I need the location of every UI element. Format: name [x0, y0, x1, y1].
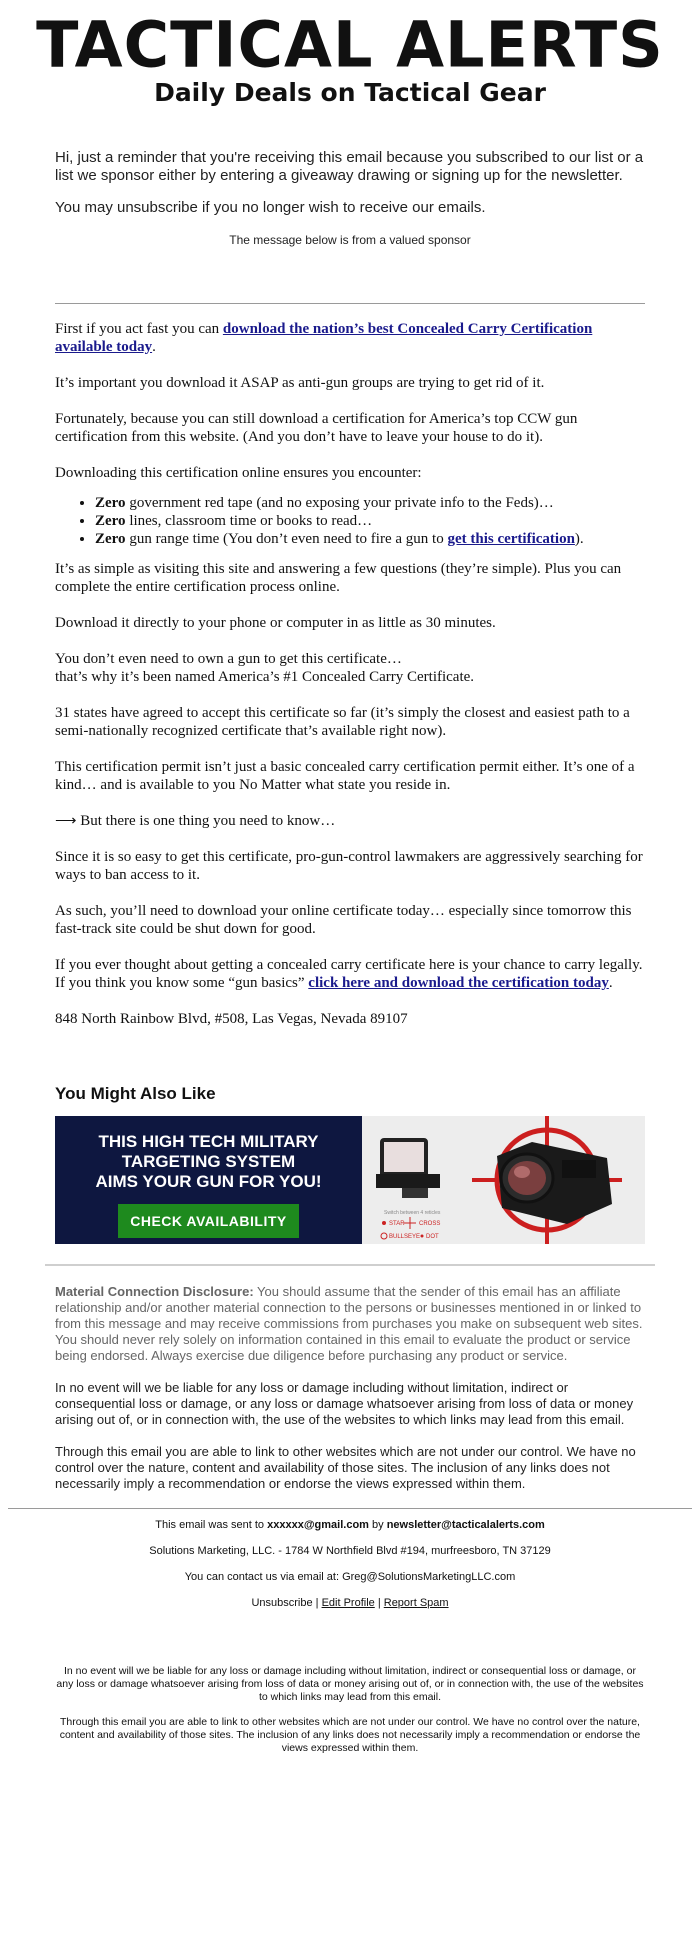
svg-text:CROSS: CROSS — [419, 1221, 441, 1227]
email-footer — [0, 1509, 700, 1609]
paragraph: This certification permit isn’t just a basic concealed carry certification permit either. It’s one of a kind… and is available to you No Matter what state you reside in. — [55, 759, 635, 793]
paragraph: 31 states have agreed to accept this certificate so far (it’s simply the closest and easiest path to a semi-nationally recognized certificate that’s available right now). — [55, 705, 630, 739]
paragraph: You don’t even need to own a gun to get this certificate… that’s why it’s been named America’s #1 Concealed Carry Certificate. — [55, 651, 475, 685]
svg-text:BULLSEYE: BULLSEYE — [389, 1234, 421, 1240]
svg-text:STAR: STAR — [389, 1221, 405, 1227]
list-item: • Zero lines, classroom time or books to read… — [95, 512, 645, 530]
list-item: • Zero government red tape (and no exposing your private info to the Feds)… — [95, 494, 645, 512]
sponsor-note: The message below is from a valued sponsor — [229, 233, 471, 247]
benefits-list — [95, 494, 645, 548]
liability-notice: In no event will we be liable for any loss or damage including without limitation, indirect or consequential loss or damage, or any loss or damage whatsoever arising from loss of data or money arising out of, or in connection with, the use of the websites to which links may lead from this email. — [55, 1380, 634, 1427]
ad-banner[interactable] — [55, 1116, 645, 1244]
brand-logo — [0, 0, 700, 125]
unsubscribe-link[interactable]: Unsubscribe — [251, 1597, 313, 1609]
red-dot-sight-image[interactable] — [362, 1116, 645, 1244]
footer-links: Unsubscribe | Edit Profile | Report Spam — [251, 1597, 449, 1609]
legal-liability: In no event will we be liable for any loss or damage including without limitation, indirect or consequential loss or damage, or any loss or damage whatsoever arising from loss of data or money arising out of, or in connection with, the use of the websites to which links may lead from this email. — [56, 1665, 644, 1703]
company-address: Solutions Marketing, LLC. - 1784 W Northfield Blvd #194, murfreesboro, TN 37129 — [149, 1545, 551, 1557]
paragraph: Fortunately, because you can still download a certification for America’s top CCW gun certification from this website. (And you don’t have to leave your house to do it). — [55, 411, 578, 445]
logo-title: TACTICAL ALERTS — [36, 7, 664, 82]
paragraph: It’s important you download it ASAP as anti-gun groups are trying to get rid of it. — [55, 375, 545, 391]
legal-section — [0, 1623, 700, 1755]
get-certification-link[interactable]: get this certification — [447, 531, 575, 547]
certification-link[interactable]: download the nation’s best Concealed Carry Certification available today — [55, 321, 593, 355]
also-like-heading: You Might Also Like — [55, 1084, 216, 1103]
report-spam-link[interactable]: Report Spam — [383, 1597, 449, 1609]
sight-illustration-icon — [362, 1116, 645, 1244]
legal-links: Through this email you are able to link to other websites which are not under our control. We have no control over the nature, content and availability of those sites. The inclusion of any links does not necessarily imply a recommendation or endorse the views expressed within them. — [59, 1716, 641, 1754]
unsubscribe-note: You may unsubscribe if you no longer wish to receive our emails. — [55, 199, 486, 216]
material-connection-disclosure: Material Connection Disclosure: You should assume that the sender of this email has an affiliate relationship and/or another material connection to the persons or businesses mentioned in or linked to from this message and may receive commissions from purchases you make on subsequent web sites. You should never rely solely on information contained in this email to evaluate the product or service being endorsed. Always exercise due diligence before purchasing any product or service. — [55, 1284, 643, 1363]
download-certification-link[interactable]: click here and download the certification today — [308, 975, 609, 991]
paragraph: First if you act fast you can download the nation’s best Concealed Carry Certification available today. — [55, 321, 593, 355]
sponsor-address: 848 North Rainbow Blvd, #508, Las Vegas, Nevada 89107 — [55, 1011, 408, 1027]
logo-subtitle: Daily Deals on Tactical Gear — [154, 78, 546, 107]
svg-text:Switch between 4 reticles: Switch between 4 reticles — [384, 1210, 441, 1216]
paragraph: Download it directly to your phone or computer in as little as 30 minutes. — [55, 615, 496, 631]
subscription-reminder: Hi, just a reminder that you're receiving this email because you subscribed to our list or a list we sponsor either by entering a giveaway drawing or signing up for the newsletter. — [55, 149, 644, 184]
sponsor-message — [0, 304, 700, 1028]
edit-profile-link[interactable]: Edit Profile — [321, 1597, 375, 1609]
contact-line: You can contact us via email at: Greg@SolutionsMarketingLLC.com — [184, 1571, 516, 1583]
paragraph: Since it is so easy to get this certificate, pro-gun-control lawmakers are aggressively searching for ways to ban access to it. — [55, 849, 643, 883]
paragraph: As such, you’ll need to download your online certificate today… especially since tomorrow this fast-track site could be shut down for good. — [55, 903, 632, 937]
intro-section — [0, 125, 700, 249]
check-availability-button[interactable]: CHECK AVAILABILITY — [118, 1204, 299, 1238]
paragraph: ⟶ But there is one thing you need to know… — [55, 813, 336, 829]
recipient-line: This email was sent to xxxxxx@gmail.com by newsletter@tacticalalerts.com — [155, 1519, 545, 1531]
ad-text-panel[interactable]: THIS HIGH TECH MILITARY TARGETING SYSTEM AIMS YOUR GUN FOR YOU! CHECK AVAILABILITY — [55, 1116, 362, 1244]
paragraph: Downloading this certification online ensures you encounter: — [55, 465, 422, 481]
external-links-notice: Through this email you are able to link to other websites which are not under our control. We have no control over the nature, content and availability of those sites. The inclusion of any links does not necessarily imply a recommendation or endorse the views expressed within them. — [55, 1444, 636, 1491]
list-item: • Zero gun range time (You don’t even need to fire a gun to get this certification). — [95, 530, 645, 548]
paragraph: If you ever thought about getting a concealed carry certificate here is your chance to carry legally. If you think you know some “gun basics” click here and download the certification today. — [55, 957, 643, 991]
disclosure-section — [0, 1266, 700, 1492]
paragraph: It’s as simple as visiting this site and answering a few questions (they’re simple). Plus you can complete the entire certification process online. — [55, 561, 622, 595]
svg-text:DOT: DOT — [426, 1234, 439, 1240]
